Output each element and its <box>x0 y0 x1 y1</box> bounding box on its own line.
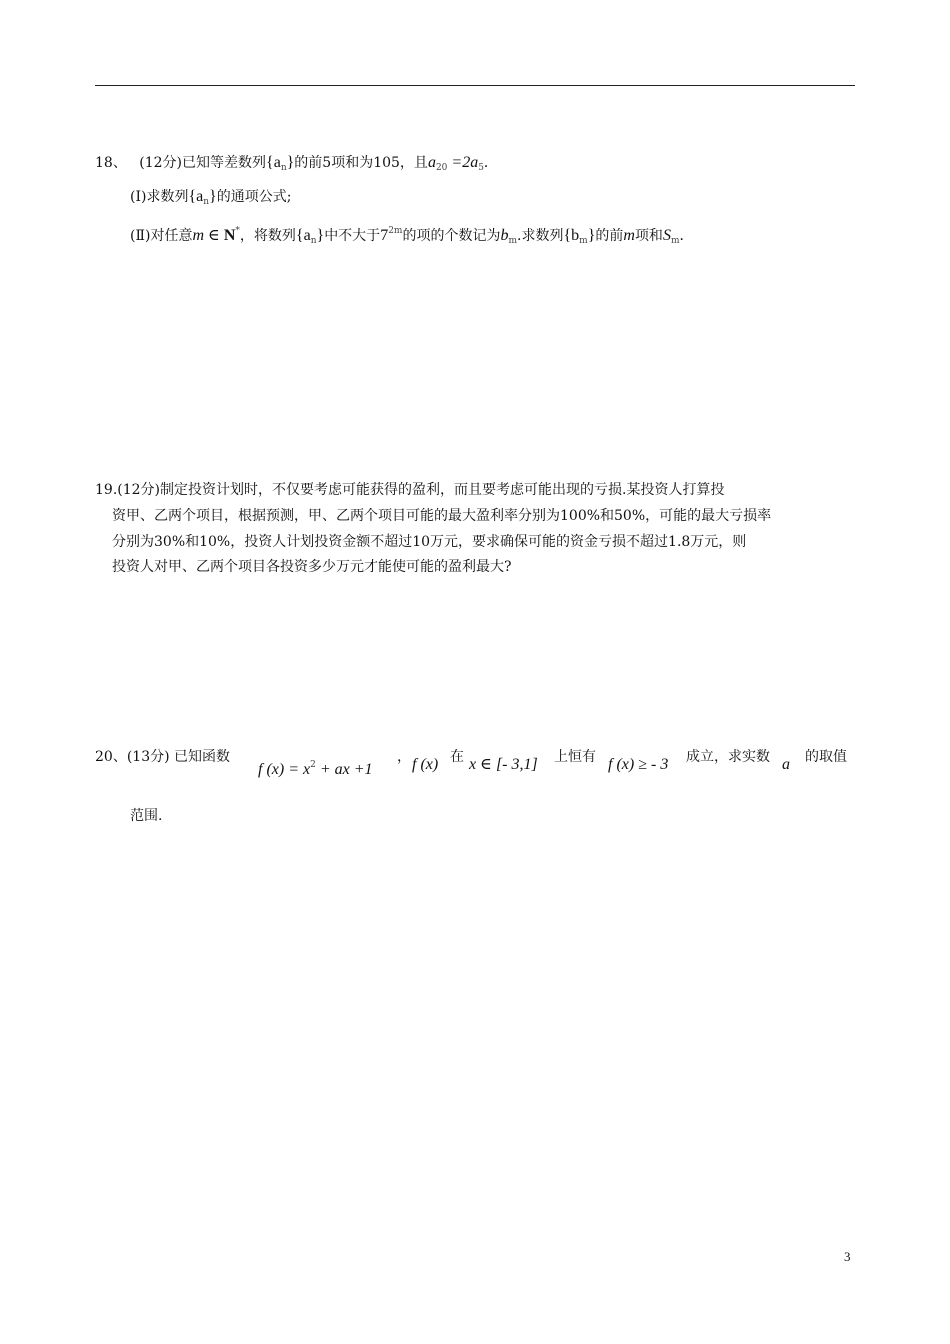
question-20-zai: 在 <box>450 749 464 765</box>
page-number: 3 <box>844 1249 851 1264</box>
question-20-a: a <box>782 756 790 773</box>
question-20-line2: 范围. <box>130 808 163 824</box>
question-19-line1: 19.(12分)制定投资计划时，不仅要考虑可能获得的盈利，而且要考虑可能出现的亏损.某投资人打算投 <box>95 482 725 498</box>
question-20-fx: f (x) <box>412 756 439 773</box>
question-19-line2: 资甲、乙两个项目，根据预测，甲、乙两个项目可能的最大盈利率分别为100%和50%，可能的最大亏损率 <box>112 508 772 524</box>
question-20-function: f $(x) = x^2$ + ax +1 <box>258 760 373 778</box>
question-20-hengyou: 上恒有 <box>554 749 596 765</box>
question-18-line1: 18、 (12分)已知等差数列$\{a_n\}$的前5项和为105，且$a_{20} =2a_5$． <box>95 154 498 173</box>
question-20-line1: 20、(13分) 已知函数 <box>95 749 231 765</box>
question-20-comma: ， <box>397 749 411 765</box>
question-19-line4: 投资人对甲、乙两个项目各投资多少万元才能使可能的盈利最大? <box>112 559 512 575</box>
header-rule <box>95 85 855 86</box>
question-20-chengli: 成立，求实数 <box>686 749 770 765</box>
question-18-part2: (Ⅱ)对任意m ∈ N*，将数列$\{a_n\}$中不大于$7^{2m}$的项的个数记为$b_m$.求数列$\{b_m\}$的前m项和$S_m$． <box>130 226 694 246</box>
question-18-part1: (Ⅰ)求数列$\{a_n\}$的通项公式; <box>130 188 292 207</box>
question-20-quzhi: 的取值 <box>805 749 847 765</box>
question-19-line3: 分别为30%和10%，投资人计划投资金额不超过10万元，要求确保可能的资金亏损不超过1.8万元，则 <box>112 534 747 550</box>
question-20-interval: x ∈ [- 3,1] <box>469 756 538 773</box>
question-18-number: 18、 <box>95 155 127 171</box>
question-20-inequality: f (x) ≥ - 3 <box>608 756 669 773</box>
